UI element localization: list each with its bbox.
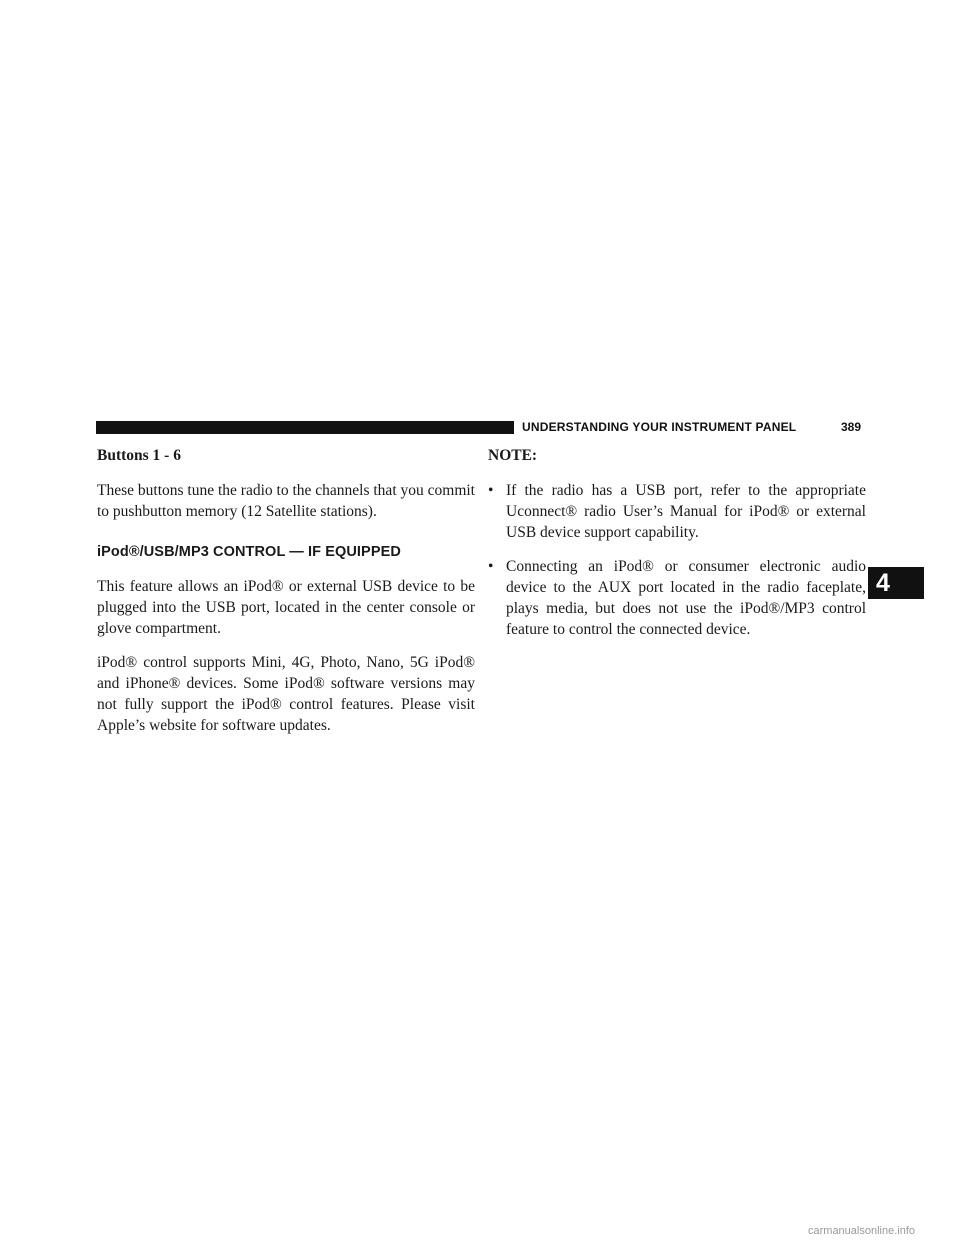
note-heading: NOTE: <box>488 447 538 464</box>
chapter-tab <box>868 567 924 599</box>
note-text: Connecting an iPod® or consumer electronic audio device to the AUX port located in the radio faceplate, plays media, but does not use the iPod®/MP3 control feature to control the connected device. <box>506 558 866 638</box>
ipod-paragraph-2: iPod® control supports Mini, 4G, Photo, Nano, 5G iPod® and iPhone® devices. Some iPod® software versions may not fully support the iPod® control features. Please visit Apple’s website for software updates. <box>97 654 475 734</box>
right-column <box>488 446 866 653</box>
buttons-subheading: Buttons 1 - 6 <box>97 447 181 464</box>
ipod-paragraph-1: This feature allows an iPod® or external USB device to be plugged into the USB port, located in the center console or glove compartment. <box>97 578 475 637</box>
chapter-number: 4 <box>876 569 890 597</box>
page-number: 389 <box>841 420 862 434</box>
note-list-item <box>488 556 866 640</box>
buttons-description: These buttons tune the radio to the channels that you commit to pushbutton memory (12 Satellite stations). <box>97 482 475 520</box>
watermark: carmanualsonline.info <box>808 1225 916 1237</box>
ipod-section-heading: iPod®/USB/MP3 CONTROL — IF EQUIPPED <box>97 544 401 560</box>
bullet-dot-icon: • <box>488 482 494 499</box>
note-text: If the radio has a USB port, refer to the appropriate Uconnect® radio User’s Manual for iPod® or external USB device support capability. <box>506 482 866 541</box>
note-list <box>488 480 866 640</box>
header-title: UNDERSTANDING YOUR INSTRUMENT PANEL <box>522 420 797 434</box>
note-list-item <box>488 480 866 543</box>
bullet-dot-icon: • <box>488 558 494 575</box>
header-bar <box>96 421 514 434</box>
left-column <box>97 446 475 749</box>
